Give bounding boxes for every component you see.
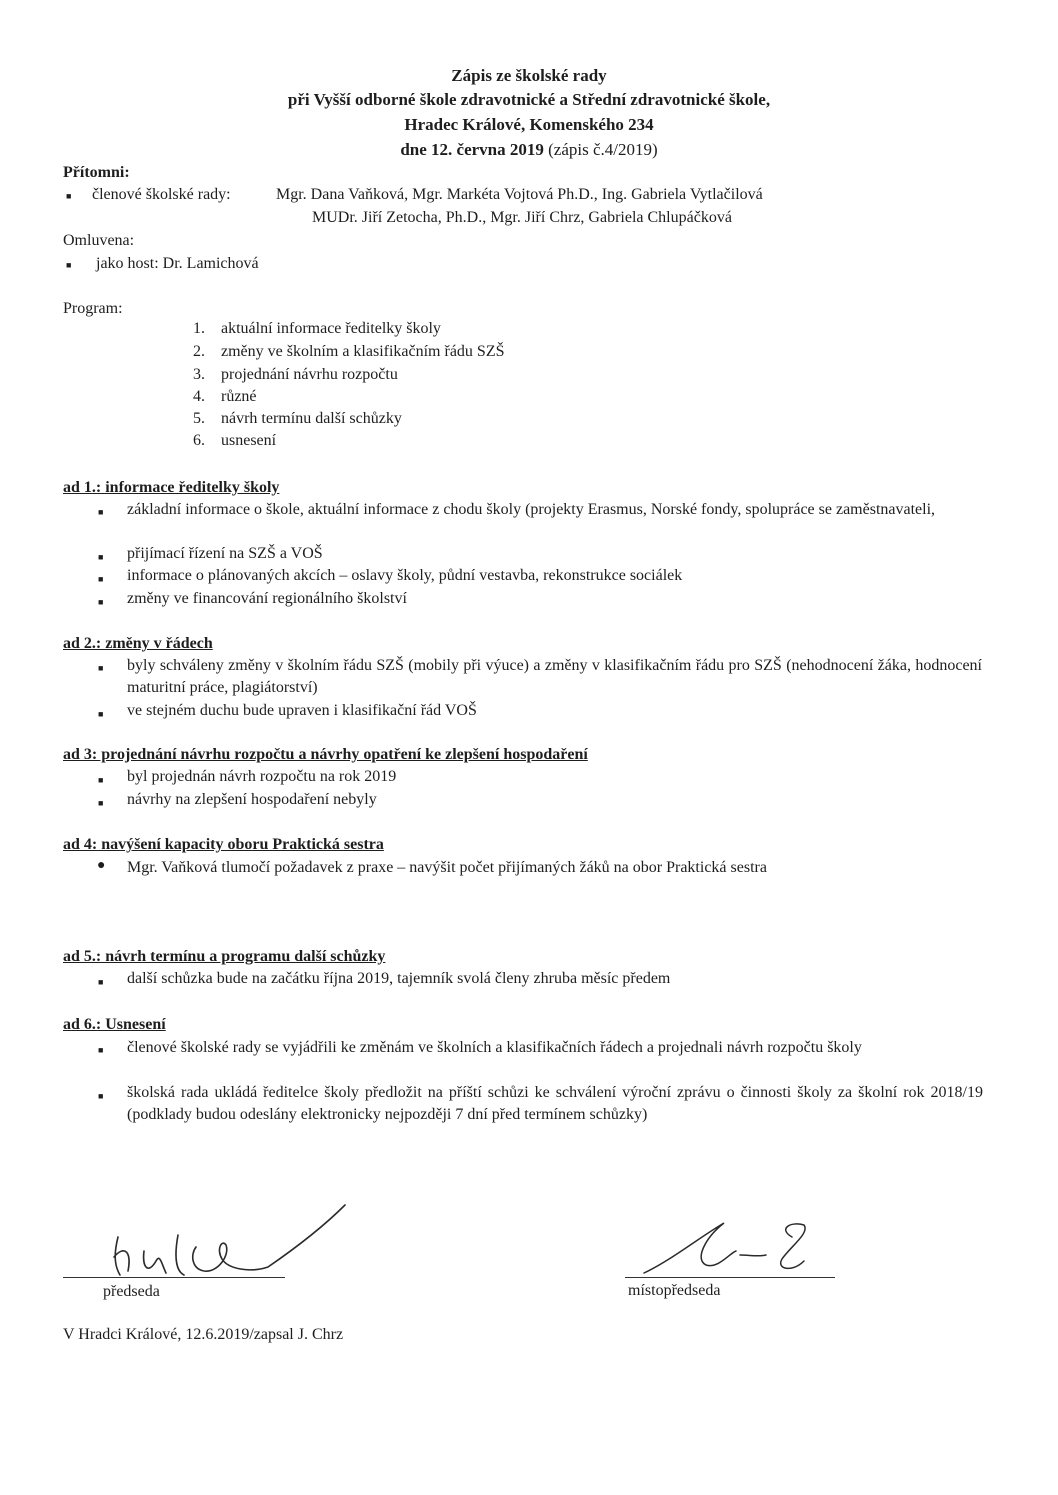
program-label: Program: [63,300,123,317]
section-item: ve stejném duchu bude upraven i klasifikační řád VOŠ [127,702,477,719]
section-item: Mgr. Vaňková tlumočí požadavek z praxe – navýšit počet přijímaných žáků na obor Praktická sestra [127,859,767,876]
program-item-text: změny ve školním a klasifikačním řádu SZŠ [221,343,505,360]
bullet-icon: ■ [98,574,104,584]
vice-chair-label: místopředseda [628,1282,721,1299]
chair-label: předseda [103,1283,160,1300]
program-item-text: aktuální informace ředitelky školy [221,320,441,337]
bullet-icon: ■ [98,507,104,517]
excused-label: Omluvena: [63,232,135,249]
section-item: návrhy na zlepšení hospodaření nebyly [127,791,377,808]
program-item-number: 1. [193,320,205,337]
members-line-2: MUDr. Jiří Zetocha, Ph.D., Mgr. Jiří Chrz, Gabriela Chlupáčková [312,209,732,226]
doc-subtitle-address: Hradec Králové, Komenského 234 [404,115,654,134]
bullet-icon: ■ [98,709,104,719]
section-heading: ad 5.: návrh termínu a programu další schůzky [63,948,386,965]
section-item: byly schváleny změny v školním řádu SZŠ (mobily při výuce) a změny v klasifikačním řádu pro SZŠ (nehodnocení žáka, hodnocení maturitní práce, plagiátorství) [127,657,982,696]
program-item-number: 6. [193,432,205,449]
members-line-1: Mgr. Dana Vaňková, Mgr. Markéta Vojtová Ph.D., Ing. Gabriela Vytlačilová [276,186,763,203]
section-heading: ad 2.: změny v řádech [63,635,213,652]
present-label: Přítomni: [63,164,130,181]
doc-date: dne 12. června 2019 [400,140,544,159]
doc-title: Zápis ze školské rady [451,66,607,85]
section-item: informace o plánovaných akcích – oslavy školy, půdní vestavba, rekonstrukce sociálek [127,567,683,584]
doc-subtitle-school: při Vyšší odborné škole zdravotnické a Střední zdravotnické škole, [287,90,771,109]
program-item-text: návrh termínu další schůzky [221,410,402,427]
bullet-icon: ■ [66,191,72,201]
program-item-number: 4. [193,388,205,405]
section-heading: ad 6.: Usnesení [63,1016,166,1033]
bullet-icon: ■ [98,775,104,785]
guest-text: jako host: Dr. Lamichová [96,255,259,272]
section-heading: ad 1.: informace ředitelky školy [63,479,280,496]
section-item: členové školské rady se vyjádřili ke změnám ve školních a klasifikačních řádech a projednali návrh rozpočtu školy [127,1039,862,1056]
chair-signature-line [63,1277,285,1278]
program-item-number: 3. [193,366,205,383]
chair-signature-icon [100,1195,360,1295]
bullet-icon: ■ [98,663,104,673]
section-item: školská rada ukládá ředitelce školy předložit na příští schůzi ke schválení výroční zprávu o činnosti školy za školní rok 2018/19 (podklady budou odeslány elektronicky nejpozději 7 dní před termínem schůzky) [127,1084,983,1123]
vice-chair-signature-icon [640,1215,840,1285]
bullet-icon: ■ [98,552,104,562]
bullet-icon: ■ [98,1045,104,1055]
footer-place-date: V Hradci Králové, 12.6.2019/zapsal J. Chrz [63,1326,344,1343]
bullet-icon: ■ [66,260,72,270]
section-item: další schůzka bude na začátku října 2019, tajemník svolá členy zhruba měsíc předem [127,970,671,987]
doc-record-number: (zápis č.4/2019) [543,140,658,159]
section-item: přijímací řízení na SZŠ a VOŠ [127,545,323,562]
section-item: základní informace o škole, aktuální informace z chodu školy (projekty Erasmus, Norské fondy, spolupráce se zaměstnavateli, [127,501,936,518]
section-heading: ad 3: projednání návrhu rozpočtu a návrhy opatření ke zlepšení hospodaření [63,746,588,763]
program-item-text: usnesení [221,432,277,449]
bullet-icon: ■ [98,977,104,987]
program-item-number: 5. [193,410,205,427]
members-label: členové školské rady: [92,186,231,203]
section-item: byl projednán návrh rozpočtu na rok 2019 [127,768,397,785]
doc-date-line [0,140,1058,160]
program-item-number: 2. [193,343,205,360]
bullet-icon: ■ [98,597,104,607]
program-item-text: různé [221,388,257,405]
section-heading: ad 4: navýšení kapacity oboru Praktická sestra [63,836,384,853]
section-item: změny ve financování regionálního školství [127,590,407,607]
bullet-dot-icon: ● [97,858,106,873]
program-item-text: projednání návrhu rozpočtu [221,366,398,383]
bullet-icon: ■ [98,798,104,808]
vice-chair-signature-line [625,1277,835,1278]
bullet-icon: ■ [98,1091,104,1101]
